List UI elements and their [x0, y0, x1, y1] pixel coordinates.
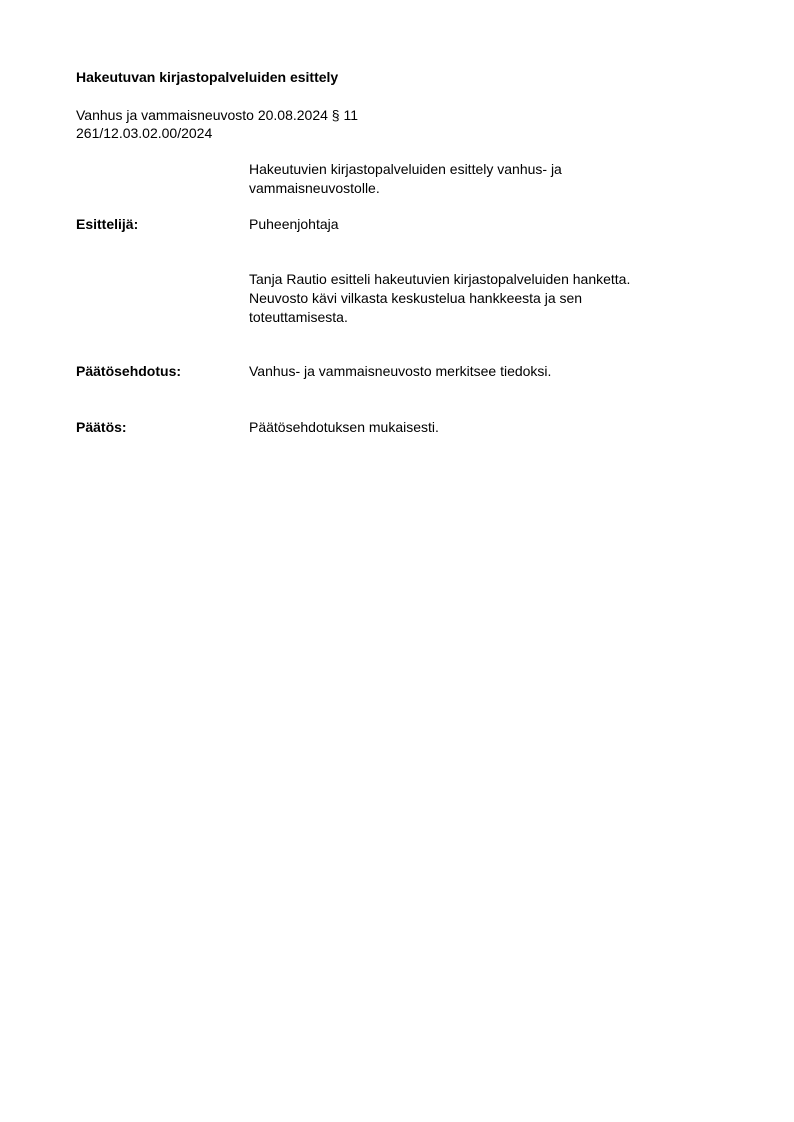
- proposal-label: Päätösehdotus:: [76, 363, 182, 379]
- presenter-label: Esittelijä:: [76, 216, 139, 232]
- meeting-info: [76, 106, 358, 142]
- body-text: [249, 270, 699, 327]
- intro-line-1: Hakeutuvien kirjastopalveluiden esittely vanhus- ja: [249, 161, 562, 177]
- meeting-line: Vanhus ja vammaisneuvosto 20.08.2024 § 11: [76, 107, 359, 123]
- body-line-2: Neuvosto kävi vilkasta keskustelua hankkeesta ja sen: [249, 290, 583, 306]
- presenter-value: Puheenjohtaja: [249, 216, 339, 232]
- intro-line-2: vammaisneuvostolle.: [249, 180, 380, 196]
- body-line-1: Tanja Rautio esitteli hakeutuvien kirjastopalveluiden hanketta.: [249, 271, 631, 287]
- diary-number: 261/12.03.02.00/2024: [76, 125, 213, 141]
- body-line-3: toteuttamisesta.: [249, 309, 348, 325]
- document-title: Hakeutuvan kirjastopalveluiden esittely: [76, 69, 339, 85]
- decision-label: Päätös:: [76, 419, 127, 435]
- proposal-value: Vanhus- ja vammaisneuvosto merkitsee tiedoksi.: [249, 363, 552, 379]
- decision-value: Päätösehdotuksen mukaisesti.: [249, 419, 439, 435]
- intro-text: [249, 160, 699, 198]
